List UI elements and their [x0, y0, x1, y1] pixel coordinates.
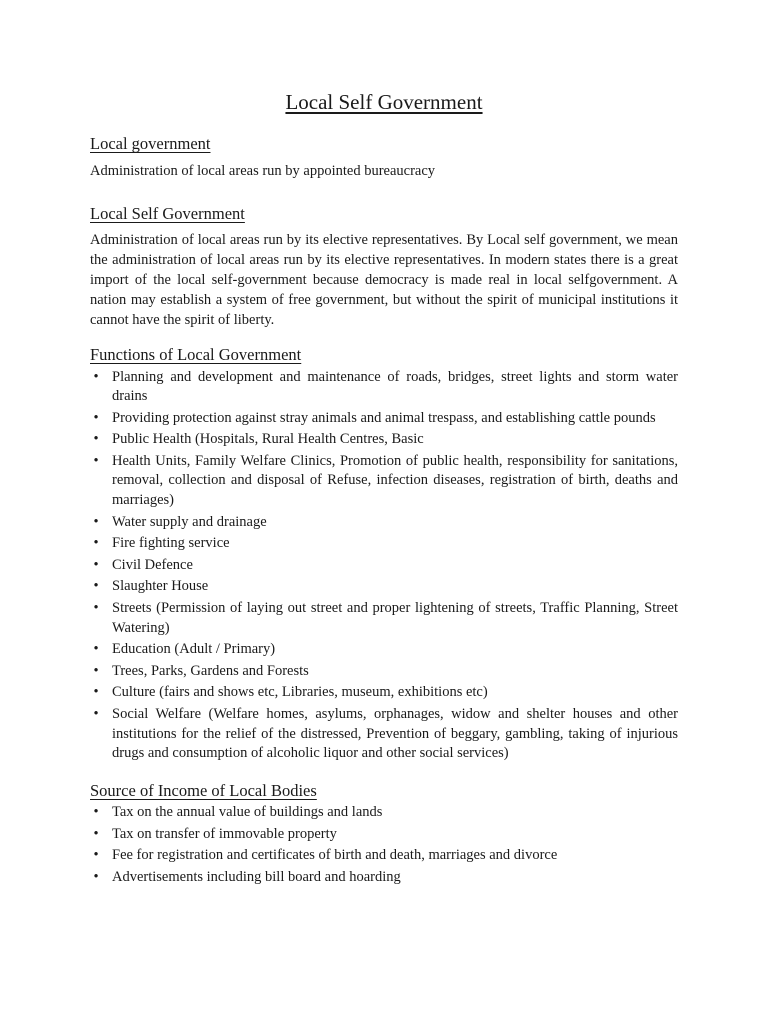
bullet-icon: • [93, 600, 99, 617]
functions-list [90, 368, 678, 764]
spacer [90, 766, 678, 780]
list-item-text: Civil Defence [112, 556, 193, 573]
list-item [90, 577, 678, 597]
list-item [90, 640, 678, 660]
list-item-text: Tax on transfer of immovable property [112, 825, 337, 842]
section-heading-local-self-government: Local Self Government [90, 203, 245, 223]
list-item-text: Water supply and drainage [112, 513, 267, 530]
list-item [90, 705, 678, 764]
bullet-icon: • [93, 535, 99, 552]
list-item [90, 452, 678, 511]
bullet-icon: • [93, 431, 99, 448]
list-item [90, 599, 678, 638]
list-item [90, 683, 678, 703]
list-item [90, 868, 678, 888]
list-item [90, 556, 678, 576]
list-item-text: Planning and development and maintenance of roads, bridges, street lights and storm water drains [112, 368, 678, 405]
list-item [90, 846, 678, 866]
bullet-icon: • [93, 556, 99, 573]
list-item-text: Trees, Parks, Gardens and Forests [112, 662, 309, 679]
bullet-icon: • [93, 869, 99, 885]
section-heading-functions: Functions of Local Government [90, 345, 302, 365]
section-paragraph-local-self-government: Administration of local areas run by its elective representatives. By Local self government, we mean the administration of local areas run by its elective representatives. In modern states there is a great import of the local self-government because democracy is made real in local selfgovernment. A nation may establish a system of free government, but without the spirit of municipal institutions it cannot have the spirit of liberty. [90, 232, 678, 329]
list-item-text: Streets (Permission of laying out street and proper lightening of streets, Traffic Planning, Street Watering) [112, 600, 678, 636]
list-item [90, 662, 678, 682]
list-item-text: Providing protection against stray animals and animal trespass, and establishing cattle pounds [112, 409, 656, 426]
section-heading-local-government: Local government [90, 134, 211, 154]
list-item [90, 368, 678, 407]
bullet-icon: • [93, 804, 99, 821]
bullet-icon: • [93, 684, 99, 701]
list-item-text: Health Units, Family Welfare Clinics, Promotion of public health, responsibility for sanitations, removal, collection and disposal of Refuse, infection diseases, registration of birth, deaths and marriages) [112, 452, 678, 509]
document-title: Local Self Government [285, 90, 483, 114]
bullet-icon: • [93, 452, 99, 469]
bullet-icon: • [93, 641, 99, 658]
list-item [90, 534, 678, 554]
list-item-text: Tax on the annual value of buildings and lands [112, 804, 383, 821]
section-heading-source-of-income: Source of Income of Local Bodies [90, 780, 317, 800]
bullet-icon: • [93, 513, 99, 530]
list-item-text: Advertisements including bill board and hoarding [112, 869, 401, 885]
list-item-text: Fire fighting service [112, 535, 230, 552]
list-item [90, 825, 678, 845]
spacer [90, 181, 678, 203]
list-item-text: Fee for registration and certificates of birth and death, marriages and divorce [112, 847, 558, 864]
bullet-icon: • [93, 368, 99, 385]
list-item [90, 803, 678, 823]
bullet-icon: • [93, 847, 99, 864]
bullet-icon: • [93, 706, 99, 722]
bullet-icon: • [93, 409, 99, 426]
bullet-icon: • [93, 825, 99, 842]
list-item [90, 409, 678, 429]
list-item-text: Culture (fairs and shows etc, Libraries, museum, exhibitions etc) [112, 684, 488, 701]
section-paragraph-local-government: Administration of local areas run by appointed bureaucracy [90, 162, 436, 179]
list-item-text: Social Welfare (Welfare homes, asylums, orphanages, widow and shelter houses and other institutions for the relief of the distressed, Prevention of beggary, gambling, taking of injurious drugs and consumption of alcoholic liquor and other social services) [112, 706, 678, 762]
list-item [90, 513, 678, 533]
bullet-icon: • [93, 578, 99, 595]
list-item-text: Slaughter House [112, 578, 209, 595]
document-page [90, 90, 678, 890]
income-sources-list [90, 803, 678, 887]
spacer [90, 330, 678, 344]
bullet-icon: • [93, 662, 99, 679]
list-item [90, 430, 678, 450]
list-item-text: Education (Adult / Primary) [112, 641, 276, 658]
list-item-text: Public Health (Hospitals, Rural Health Centres, Basic [112, 431, 424, 448]
